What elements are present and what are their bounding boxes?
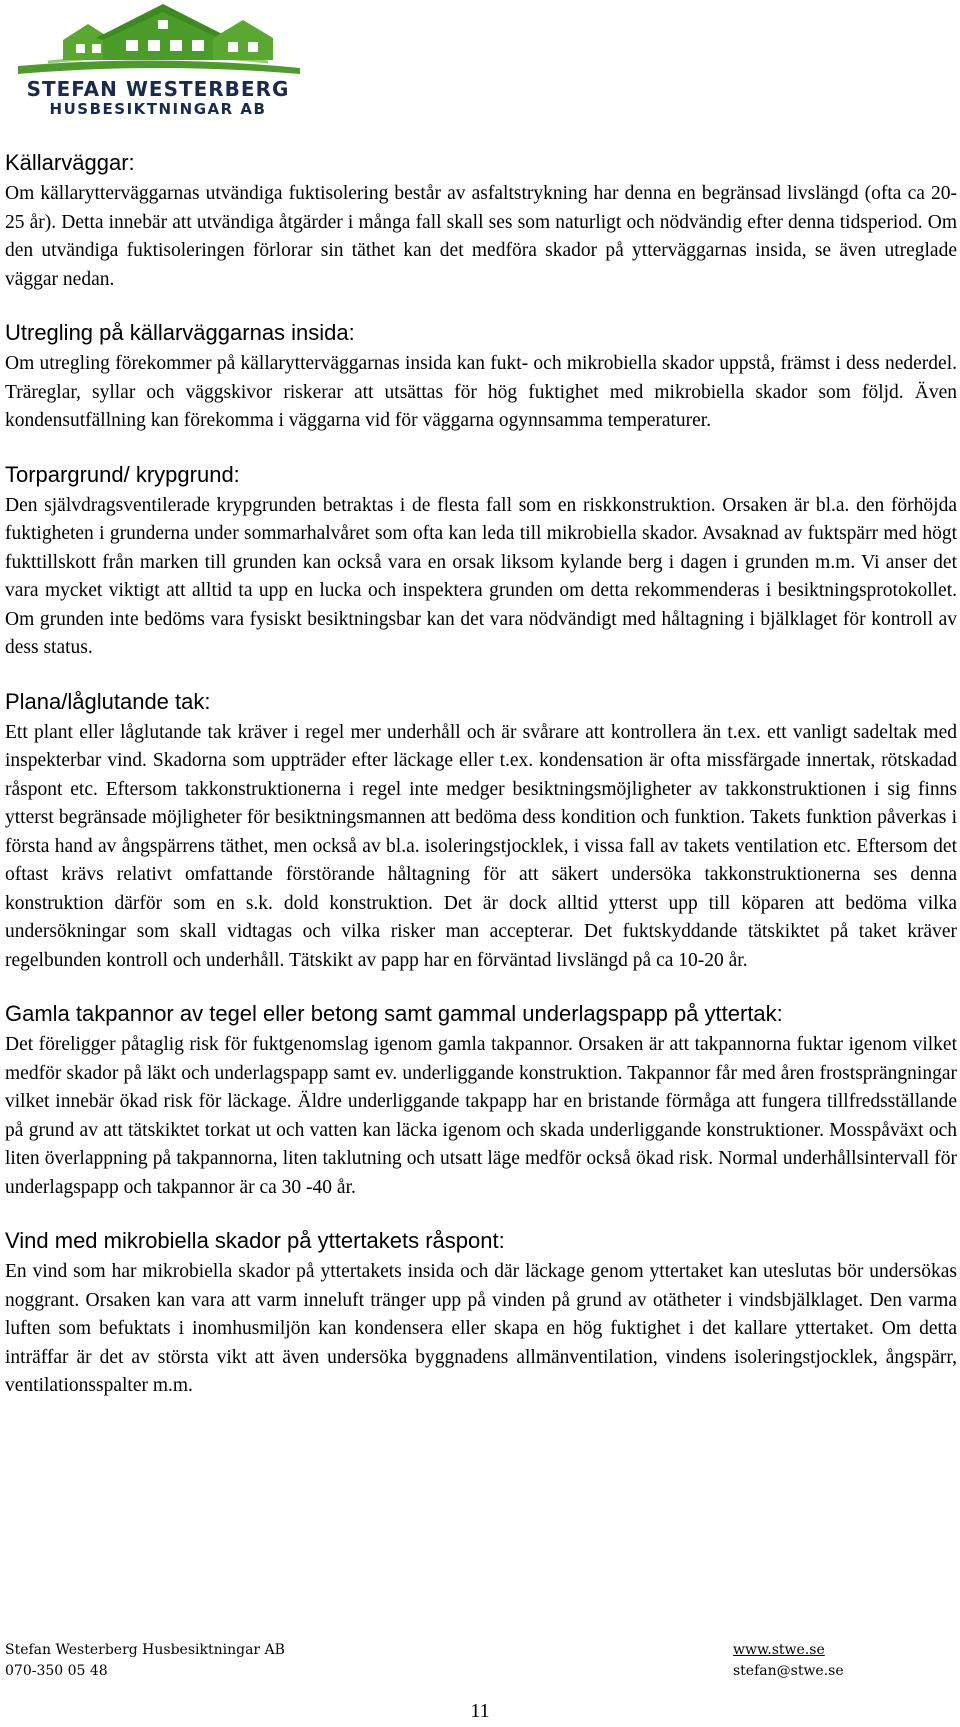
footer-phone: 070-350 05 48 — [5, 1663, 108, 1679]
footer-links — [733, 1640, 844, 1682]
footer-contact — [5, 1640, 285, 1682]
section-kallarvaggar — [5, 150, 957, 294]
section-heading: Plana/låglutande tak: — [5, 688, 211, 714]
document-body — [5, 150, 957, 1427]
section-utregling — [5, 320, 957, 436]
section-paragraph: Ett plant eller låglutande tak kräver i regel mer underhåll och är svårare att kontrollera än t.ex. ett vanligt sadeltak med inspekterbar vind. Skadorna som uppträder efter läckage eller t.ex. kondensation är ofta missfärgade innertak, rötskadad råspont etc. Eftersom takkonstruktionerna i regel inte medger besiktningsmöjligheter av takkonstruktionen i sig finns ytterst begränsade möjligheter för besiktningsmannen att bedöma dess kondition och funktion. Takets funktion påverkas i första hand av ångspärrens täthet, men också av bl.a. isoleringstjocklek, i vissa fall av takets ventilation etc. Eftersom det oftast krävs relativt omfattande förstörande håltagning för att säkert undersöka takkonstruktionerna ses denna konstruktion därför som en s.k. dold konstruktion. Det är dock alltid ytterst upp till köparen att bedöma vilka undersökningar som skall vidtagas och vilka risker man accepterar. Det fuktskyddande tätskiktet på taket kräver regelbunden kontroll och underhåll. Tätskikt av papp har en förväntad livslängd på ca 10-20 år. — [5, 721, 957, 971]
page-number: 11 — [470, 1700, 490, 1722]
section-heading: Gamla takpannor av tegel eller betong samt gammal underlagspapp på yttertak: — [5, 1001, 783, 1026]
section-heading: Källarväggar: — [5, 150, 135, 175]
section-heading: Torpargrund/ krypgrund: — [5, 461, 240, 487]
section-krypgrund — [5, 462, 957, 663]
footer-email[interactable]: stefan@stwe.se — [733, 1663, 844, 1679]
page-footer — [0, 1640, 960, 1727]
section-heading: Utregling på källarväggarnas insida: — [5, 320, 355, 345]
house-logo-icon — [8, 2, 308, 82]
section-vind — [5, 1228, 957, 1401]
footer-company: Stefan Westerberg Husbesiktningar AB — [5, 1642, 285, 1658]
section-heading: Vind med mikrobiella skador på yttertakets råspont: — [5, 1228, 505, 1253]
footer-website-link[interactable]: www.stwe.se — [733, 1642, 825, 1658]
section-paragraph: En vind som har mikrobiella skador på yttertakets insida och där läckage genom yttertaket kan uteslutas bör undersökas noggrant. Orsaken kan vara att varm inneluft tränger upp på vinden på grund av otätheter i vindsbjälklaget. Den varma luften som befuktats i inomhusmiljön kan kondensera eller skapa en hög fuktighet i det kallare yttertaket. Om detta inträffar är det av största vikt att även undersöka byggnadens allmänventilation, vindens isoleringstjocklek, ångspärr, ventilationsspalter m.m. — [5, 1261, 957, 1396]
section-paragraph: Den självdragsventilerade krypgrunden betraktas i de flesta fall som en riskkonstruktion. Orsaken är bl.a. den förhöjda fuktigheten i grunderna under sommarhalvåret som ofta kan leda till mikrobiella skador. Avsaknad av fuktspärr med högt fukttillskott från marken till grunden kan också vara en orsak liksom kylande berg i dagen i grunden m.m. Vi anser det vara mycket viktigt att alltid ta upp en lucka och inspektera grunden om detta rekommenderas i besiktningsprotokollet. Om grunden inte bedöms vara fysiskt besiktningsbar kan det vara nödvändigt med håltagning i bjälklaget för kontroll av dess status. — [5, 494, 957, 658]
section-paragraph: Det föreligger påtaglig risk för fuktgenomslag igenom gamla takpannor. Orsaken är att takpannorna fuktar igenom vilket medför skador på läkt och underlagspapp samt ev. underliggande konstruktion. Takpannor får med åren frostsprängningar vilket innebär ökad risk för läckage. Äldre underliggande takpapp har en bristande förmåga att fungera tillfredsställande på grund av att tätskiktet torkat ut och vatten kan läcka igenom och skada underliggande konstruktioner. Mosspåväxt och liten överlappning på takpannorna, liten taklutning och utsatt läge medför också ökad risk. Normal underhållsintervall för underlagspapp och takpannor är ca 30 -40 år. — [5, 1034, 957, 1198]
section-paragraph: Om utregling förekommer på källarytterväggarnas insida kan fukt- och mikrobiella skador uppstå, främst i dess nederdel. Träreglar, syllar och väggskivor riskerar att utsättas för hög fuktighet med mikrobiella skador som följd. Även kondensutfällning kan förekomma i väggarna vid för väggarna ogynnsamma temperaturer. — [5, 353, 957, 431]
logo-company-name: STEFAN WESTERBERG — [26, 77, 290, 101]
section-paragraph: Om källarytterväggarnas utvändiga fuktisolering består av asfaltstrykning har denna en begränsad livslängd (ofta ca 20-25 år). Detta innebär att utvändiga åtgärder i många fall skall ses som naturligt och nödvändig efter denna tidsperiod. Om den utvändiga fuktisoleringen förlorar sin täthet kan det medföra skador på ytterväggarnas insida, se även utreglade väggar nedan. — [5, 183, 957, 290]
company-logo — [8, 2, 308, 120]
section-takpannor — [5, 1001, 957, 1202]
section-plana-tak — [5, 689, 957, 976]
logo-company-subtitle: HUSBESIKTNINGAR AB — [49, 100, 267, 118]
